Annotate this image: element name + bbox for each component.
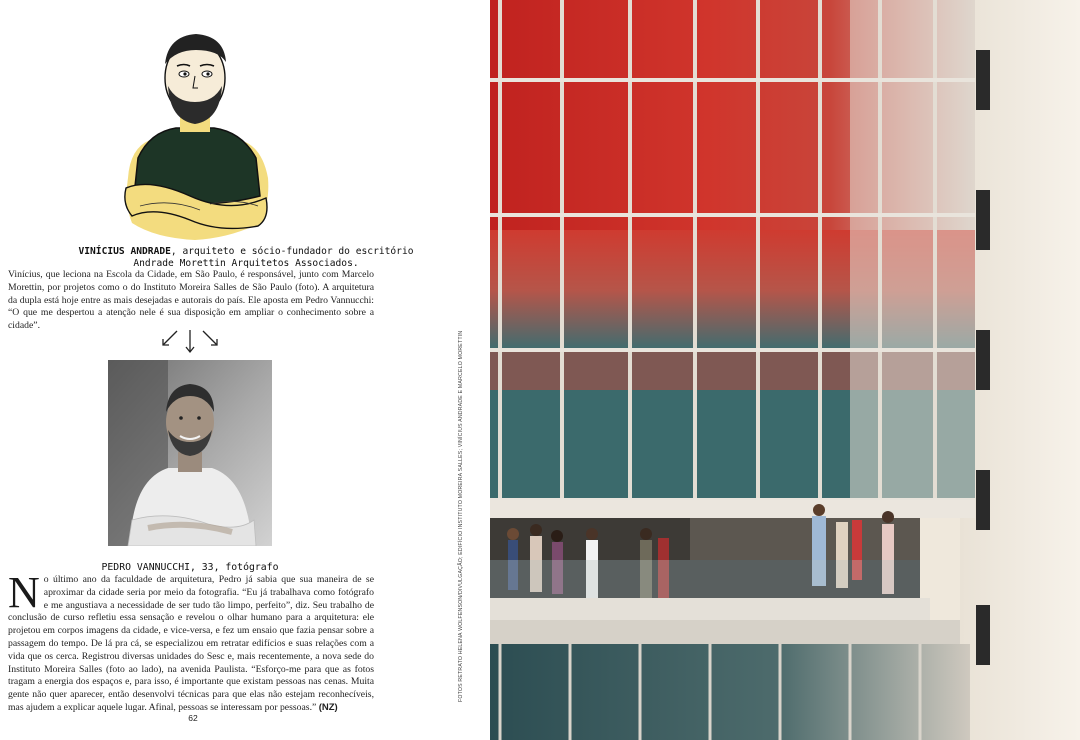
photo-credit-text: FOTOS RETRATO HELENA WOLFENSON/DIVULGAÇÃO; EDIFÍCIO INSTITUTO MOREIRA SALLES; VINÍCIUS ANDRADE E MARCELO MORETTIN [458, 330, 464, 702]
portrait-pedro-vannucchi [108, 360, 272, 546]
author-signoff: (NZ) [318, 701, 338, 713]
arrows-down-icon [155, 328, 225, 354]
photo-credit [455, 330, 467, 702]
caption-role-line2: Andrade Morettin Arquitetos Associados. [133, 258, 359, 269]
paragraph-pedro-text: o último ano da faculdade de arquitetura, Pedro já sabia que sua maneira de se aproximar da cidade seria por meio da fotografia. “Eu já trabalhava como fotógrafo e me angustiava a necessidade de ser tudo tão limpo, perfeito”, diz. Seu trabalho de conclusão de curso refletiu essa sensação e revelou o olhar humano para a arquitetura: ele projetou em corpos imagens da cidade, e vice-versa, e fez um ensaio que fazia pensar sobre a passagem do tempo. De lá pra cá, se especializou em retratar edifícios e suas relações com a vida que os cerca. Registrou diversas unidades do Sesc e, mais recentemente, a nova sede do Instituto Moreira Salles (foto ao lado), na avenida Paulista. “Esforço-me para que as fotos tragam a energia dos espaços e, para isso, é importante que existam pessoas nas cenas. Muita gente não quer aparecer, então desenvolvi técnicas para que elas não estejam reconhecíveis, mas ajudem a explicar aquele lugar. Afinal, pessoas se interessam por pessoas.” [8, 574, 374, 713]
photo-instituto-moreira-salles [490, 0, 1080, 740]
caption-role-line1: , arquiteto e sócio-fundador do escritório [170, 246, 414, 257]
right-page [490, 0, 1080, 740]
drop-cap: N [8, 568, 40, 617]
caption-vinicius-andrade [20, 246, 472, 270]
page-number: 62 [188, 713, 198, 723]
paragraph-pedro [8, 568, 374, 715]
left-page [0, 0, 490, 740]
caption-name-bold: VINÍCIUS ANDRADE [78, 246, 171, 257]
caption-pedro-vannucchi: PEDRO VANNUCCHI, 33, fotógrafo [101, 562, 279, 573]
illustration-vinicius-andrade [110, 28, 280, 246]
paragraph-vinicius: Vinícius, que leciona na Escola da Cidade, em São Paulo, é responsável, junto com Marcelo Morettin, por projetos como o do Instituto Moreira Salles de São Paulo (foto). A arquitetura da dupla está hoje entre as mais desejadas e autorais do país. Ele aposta em Pedro Vannucchi: “O que me despertou a atenção nele é sua disposição em ampliar o conhecimento sobre a cidade”. [8, 269, 374, 332]
